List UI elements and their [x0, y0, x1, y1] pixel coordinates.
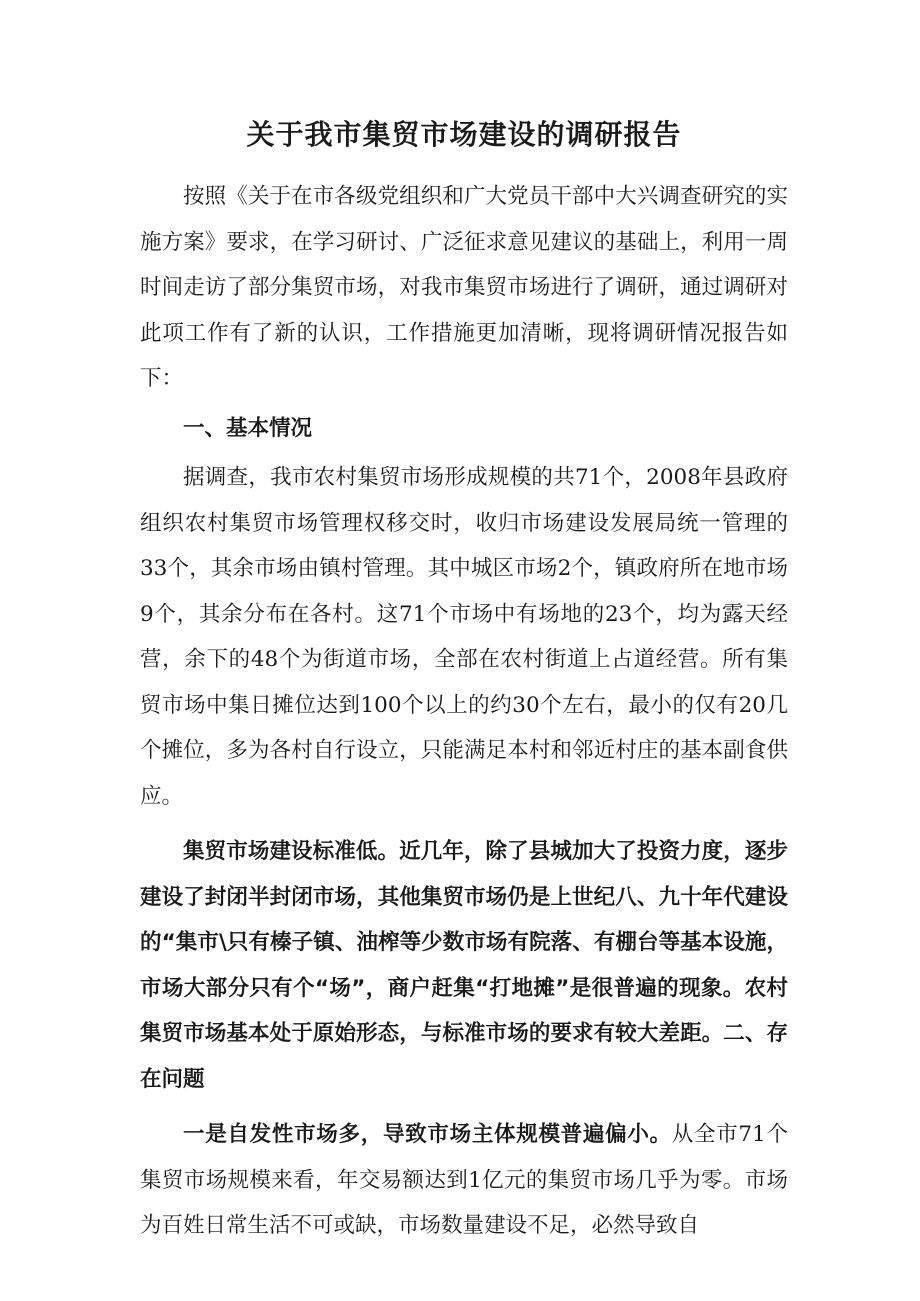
basic-situation-paragraph: 据调查，我市农村集贸市场形成规模的共71个，2008年县政府组织农村集贸市场管理权移交时，收归市场建设发展局统一管理的33个，其余市场由镇村管理。其中城区市场2个，镇政府所在地市场9个，其余分布在各村。这71个市场中有场地的23个，均为露天经营，余下的48个为街道市场，全部在农村街道上占道经营。所有集贸市场中集日摊位达到100个以上的约30个左右，最小的仅有20几个摊位，多为各村自行设立，只能满足本村和邻近村庄的基本副食供应。 [140, 465, 788, 809]
document-title: 关于我市集贸市场建设的调研报告 [246, 118, 682, 151]
document-page [140, 110, 788, 1249]
problem-one-paragraph [140, 1112, 788, 1249]
section-heading-basic-situation: 一、基本情况 [183, 415, 313, 441]
intro-paragraph: 按照《关于在市各级党组织和广大党员干部中大兴调查研究的实施方案》要求，在学习研讨、广泛征求意见建议的基础上，利用一周时间走访了部分集贸市场，对我市集贸市场进行了调研，通过调研对此项工作有了新的认识，工作措施更加清晰，现将调研情况报告如下： [140, 184, 788, 391]
problem-one-lead: 一是自发性市场多，导致市场主体规模普遍偏小。 [183, 1122, 672, 1147]
problem-one-body: 从全市71个集贸市场规模来看，年交易额达到1亿元的集贸市场几乎为零。市场为百姓日常生活不可或缺，市场数量建设不足，必然导致自 [140, 1122, 788, 1238]
market-standard-paragraph: 集贸市场建设标准低。近几年，除了县城加大了投资力度，逐步建设了封闭半封闭市场，其他集贸市场仍是上世纪八、九十年代建设的“集市\只有榛子镇、油榨等少数市场有院落、有棚台等基本设施，市场大部分只有个“场”，商户赶集“打地摊”是很普遍的现象。农村集贸市场基本处于原始形态，与标准市场的要求有较大差距。二、存在问题 [140, 839, 788, 1092]
